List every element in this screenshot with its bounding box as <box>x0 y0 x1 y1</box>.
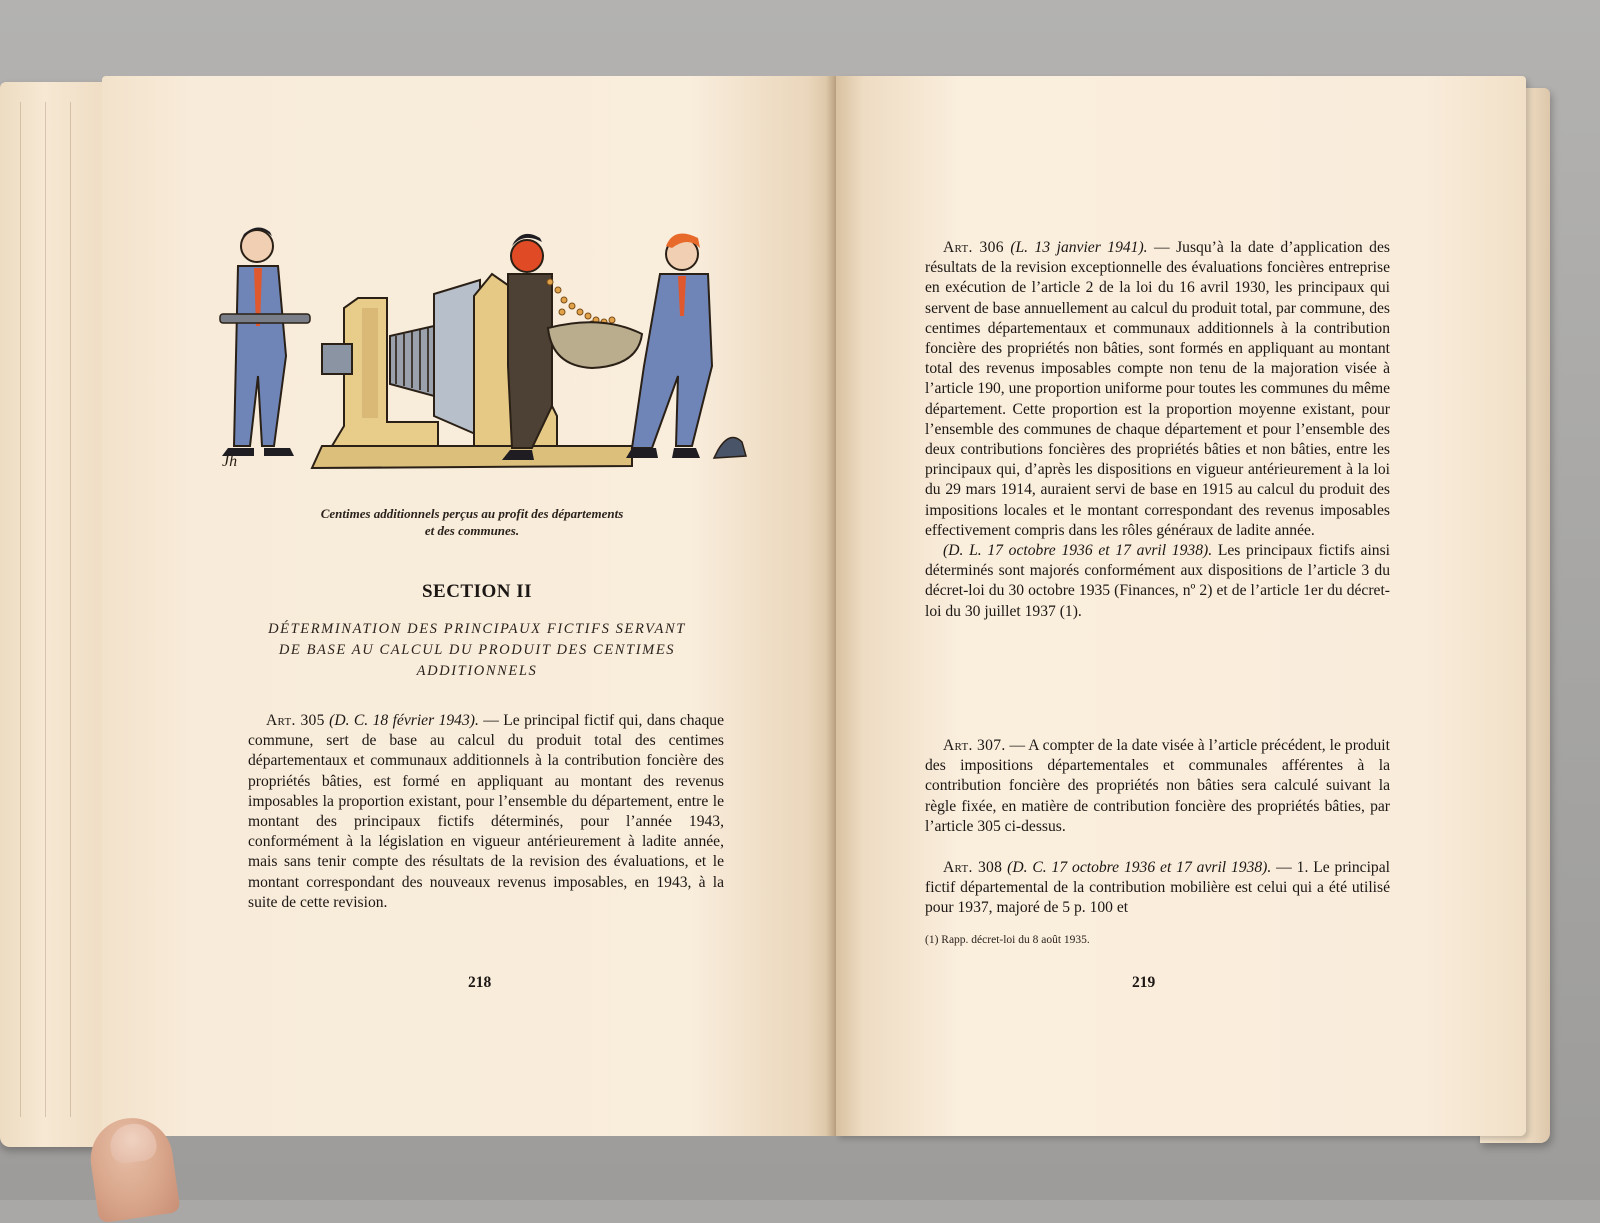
page-number-right: 219 <box>1132 974 1156 991</box>
article-307-text: — A compter de la date visée à l’article précédent, le produit des impositions départementales et communales afférentes à la contribution foncière des propriétés non bâties sera calculé suivant la règle fixée, en matière de contribution foncière des propriétés bâties, par l’article 305 ci-dessus. <box>925 737 1390 835</box>
article-308-text: — 1. Le principal fictif départemental de la contribution mobilière est celui qui a été utilisé pour 1937, majoré de 5 p. 100 et <box>925 859 1390 917</box>
article-308-reference: (D. C. 17 octobre 1936 et 17 avril 1938). <box>1007 859 1272 876</box>
right-page <box>836 76 1526 1136</box>
article-306-text: — Jusqu’à la date d’application des résultats de la revision exceptionnelle des évaluations foncières entreprise en exécution de l’article 2 de la loi du 16 avril 1930, les principaux qui servent de base annuellement au calcul du produit total, par commune, des centimes départementaux et communaux additionnels à la contribution foncière des propriétés non bâties, sont formés en appliquant au montant total des revenus imposables compte non tenu de la majoration visée à l’article 190, une proportion uniforme pour toutes les communes du même département. Cette proportion est la proportion moyenne existant, pour l’ensemble des communes de chaque département et pour l’ensemble des deux contributions foncières des propriétés bâties et non bâties, entre les principaux qui, d’après les dispositions en vigueur antérieurement à la loi du 29 mars 1914, auraient servi de base en 1915 au calcul du produit des impositions locales et le montant correspondant des revenus imposables effectivement compris dans les rôles généraux de ladite année. <box>925 239 1390 539</box>
article-306-label: Art. 306 <box>943 239 1004 256</box>
article-305-label: Art. 305 <box>266 712 325 729</box>
page-number-left: 218 <box>468 974 492 991</box>
tax-press-cartoon-icon <box>212 216 752 496</box>
open-book <box>0 68 1560 1153</box>
section-title: SECTION II <box>421 581 533 602</box>
article-306 <box>925 238 1390 622</box>
caption-line-1: Centimes additionnels perçus au profit des départements <box>320 506 624 521</box>
footnote: (1) Rapp. décret-loi du 8 août 1935. <box>925 934 1090 946</box>
article-308-label: Art. 308 <box>943 859 1003 876</box>
article-305-reference: (D. C. 18 février 1943). <box>329 712 479 729</box>
article-307-label: Art. 307. <box>943 737 1006 754</box>
article-308 <box>925 858 1390 919</box>
left-page <box>102 76 838 1136</box>
caption-line-2: et des communes. <box>424 523 520 538</box>
section-subtitle-line-1: DÉTERMINATION DES PRINCIPAUX FICTIFS SERVANT <box>268 621 686 637</box>
left-page-stack <box>0 82 110 1147</box>
article-307 <box>925 736 1390 837</box>
section-subtitle-line-2: DE BASE AU CALCUL DU PRODUIT DES CENTIMES <box>278 642 676 658</box>
article-305 <box>248 711 724 913</box>
article-306-text-2: Les principaux fictifs ainsi déterminés sont majorés conformément aux dispositions de l’article 3 du décret-loi du 30 octobre 1935 (Finances, nº 2) et de l’article 1er du décret-loi du 30 juillet 1937 (1). <box>925 542 1390 620</box>
article-306-reference: (L. 13 janvier 1941). <box>1010 239 1148 256</box>
section-subtitle-line-3: ADDITIONNELS <box>416 663 538 679</box>
illustration-caption <box>262 505 682 539</box>
illustration-signature: Jh <box>222 453 238 470</box>
article-306-reference-2: (D. L. 17 octobre 1936 et 17 avril 1938). <box>943 542 1213 560</box>
section-subtitle <box>242 619 712 682</box>
article-305-text: — Le principal fictif qui, dans chaque commune, sert de base au calcul du produit total des centimes départementaux et communaux additionnels à la contribution foncière des propriétés bâties, est formé en appliquant au montant des revenus imposables la proportion existant, pour l’ensemble du département, entre le montant des principaux fictifs déterminés, pour l’année 1943, conformément à la législation en vigueur antérieurement à ladite année, mais sans tenir compte des résultats de la revision des évaluations, et le montant correspondant des nouveaux revenus imposables, en 1943, à la suite de cette revision. <box>248 712 724 911</box>
